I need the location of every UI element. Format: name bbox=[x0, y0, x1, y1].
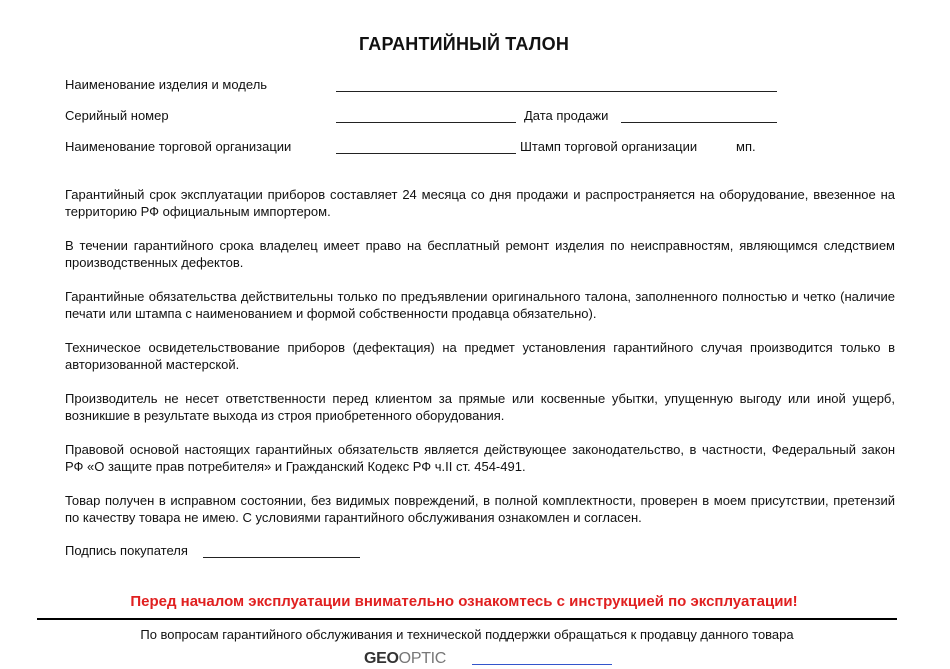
sale-date-label: Дата продажи bbox=[524, 108, 609, 123]
stamp-mp-label: мп. bbox=[736, 139, 756, 154]
website-link-underline[interactable] bbox=[472, 664, 612, 665]
paragraph-legal-basis: Правовой основой настоящих гарантийных обязательств является действующее законодательство, в частности, Федеральный закон РФ «О защите прав потребителя» и Гражданский Кодекс РФ ч.II ст. 454-491. bbox=[65, 442, 895, 474]
trade-org-line[interactable] bbox=[336, 153, 516, 154]
signature-line[interactable] bbox=[203, 557, 360, 558]
page-title: ГАРАНТИЙНЫЙ ТАЛОН bbox=[358, 34, 570, 54]
product-model-line[interactable] bbox=[336, 91, 777, 92]
serial-number-line[interactable] bbox=[336, 122, 516, 123]
paragraph-acceptance: Товар получен в исправном состоянии, без видимых повреждений, в полной комплектности, проверен в моем присутствии, претензий по качеству товара не имею. С условиями гарантийного обслуживания ознакомлен и согласен. bbox=[65, 493, 895, 525]
stamp-label: Штамп торговой организации bbox=[520, 139, 698, 154]
sale-date-line[interactable] bbox=[621, 122, 777, 123]
serial-number-label: Серийный номер bbox=[65, 108, 169, 123]
paragraph-liability: Производитель не несет ответственности перед клиентом за прямые или косвенные убытки, упущенную выгоду или иной ущерб, возникшие в результате выхода из строя приобретенного оборудования. bbox=[65, 391, 895, 423]
paragraph-original-coupon: Гарантийные обязательства действительны только по предъявлении оригинального талона, заполненного полностью и четко (наличие печати или штампа с наименованием и формой собственности продавца обязательно). bbox=[65, 289, 895, 321]
signature-label: Подпись покупателя bbox=[65, 543, 188, 558]
instructions-warning: Перед началом эксплуатации внимательно ознакомтесь с инструкцией по эксплуатации! bbox=[130, 593, 798, 610]
product-model-label: Наименование изделия и модель bbox=[65, 77, 268, 92]
paragraph-free-repair: В течении гарантийного срока владелец имеет право на бесплатный ремонт изделия по неисправностям, являющимся следствием производственных дефектов. bbox=[65, 238, 895, 270]
support-note: По вопросам гарантийного обслуживания и технической поддержки обращаться к продавцу данного товара bbox=[140, 627, 794, 642]
logo-part-optic: OPTIC bbox=[398, 650, 447, 667]
paragraph-inspection: Техническое освидетельствование приборов (дефектация) на предмет установления гарантийного случая производится только в авторизованной мастерской. bbox=[65, 340, 895, 372]
trade-org-label: Наименование торговой организации bbox=[65, 139, 292, 154]
paragraph-warranty-period: Гарантийный срок эксплуатации приборов составляет 24 месяца со дня продажи и распространяется на оборудование, ввезенное на территорию РФ официальным импортером. bbox=[65, 187, 895, 219]
geooptic-logo bbox=[364, 650, 446, 668]
logo-part-geo: GEO bbox=[364, 650, 399, 667]
footer-divider bbox=[37, 618, 897, 620]
